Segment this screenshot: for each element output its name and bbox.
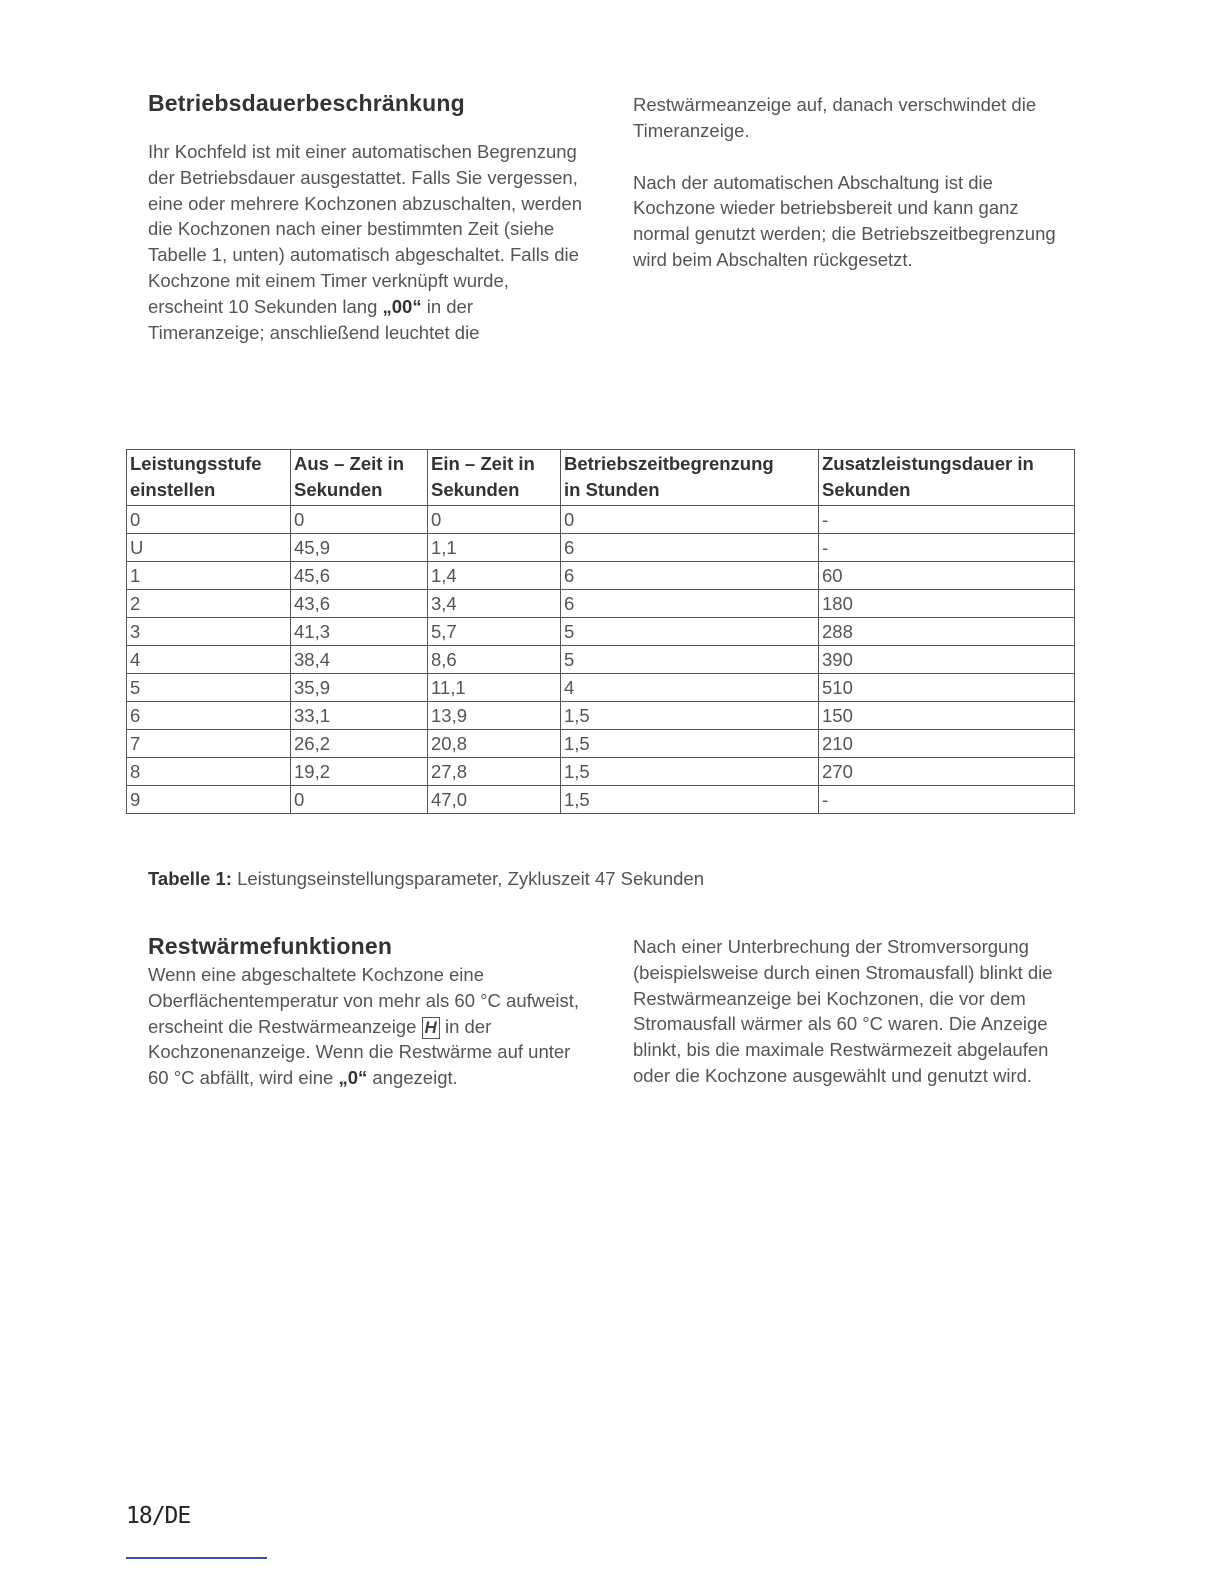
caption-text: Leistungseinstellungsparameter, Zykluszeit 47 Sekunden [231,868,704,889]
table-row [127,646,1075,674]
section-residual-heat-right [633,934,1073,1089]
caption-label: Tabelle 1: [148,868,232,889]
table-caption [148,868,704,890]
paragraph [148,962,593,1091]
table-row [127,506,1075,534]
text-run: angezeigt. [367,1067,458,1089]
section-heading: Betriebsdauerbeschränkung [148,90,465,116]
table-body [127,506,1075,814]
column-header: Aus – Zeit in Sekunden [291,450,428,506]
table-cell: 5 [561,646,819,674]
table-cell: 270 [819,758,1075,786]
table-cell: 1,5 [561,730,819,758]
table-cell: 7 [127,730,291,758]
table-cell: 4 [127,646,291,674]
table-cell: 6 [127,702,291,730]
table-cell: 6 [561,590,819,618]
table-cell: 5,7 [428,618,561,646]
paragraph: Nach einer Unterbrechung der Stromversorgung (beispielsweise durch einen Stromausfall) blinkt die Restwärmeanzeige bei Kochzonen, die vor dem Stromausfall wärmer als 60 °C waren. Die Anzeige blinkt, bis die maximale Restwärmezeit abgelaufen oder die Kochzone ausgewählt und genutzt wird. [633,936,1053,1086]
table-cell: 3 [127,618,291,646]
paragraph: Restwärmeanzeige auf, danach verschwindet die Timeranzeige. [633,94,1037,141]
table-cell: - [819,534,1075,562]
table-cell: 0 [428,506,561,534]
table-cell: 20,8 [428,730,561,758]
table-header-row [127,450,1075,506]
section-residual-heat-left [148,933,593,1091]
table-cell: 210 [819,730,1075,758]
table-row [127,702,1075,730]
timer-display-value: „00“ [382,295,422,317]
table-cell: 5 [127,674,291,702]
table-cell: 4 [561,674,819,702]
table-cell: - [819,786,1075,814]
table-cell: 2 [127,590,291,618]
paragraph: Nach der automatischen Abschaltung ist die Kochzone wieder betriebsbereit und kann ganz normal genutzt werden; die Betriebszeitbegrenzung wird beim Abschalten rückgesetzt. [633,171,1056,270]
table-cell: - [819,506,1075,534]
table-cell: 1 [127,562,291,590]
table-row [127,758,1075,786]
table-row [127,562,1075,590]
table-cell: 8,6 [428,646,561,674]
table-cell: 27,8 [428,758,561,786]
section-heading: Restwärmefunktionen [148,933,393,959]
residual-heat-h-icon: H [422,1017,440,1039]
table-cell: 0 [561,506,819,534]
section-operating-time-left [148,90,588,345]
table-cell: 510 [819,674,1075,702]
table-cell: 1,5 [561,702,819,730]
text-run: Wenn eine abgeschaltete Kochzone eine Oberflächentemperatur von mehr als 60 °C aufweist, erscheint die Restwärmeanzeige [148,964,580,1037]
table-cell: 45,9 [291,534,428,562]
table-cell: 38,4 [291,646,428,674]
text-run: Ihr Kochfeld ist mit einer automatischen Begrenzung der Betriebsdauer ausgestattet. Falls Sie vergessen, eine oder mehrere Kochzonen abzuschalten, werden die Kochzonen nach einer bestimmten Zeit (siehe Tabelle 1, unten) automatisch abgeschaltet. Falls die Kochzone mit einem Timer verknüpft wurde, erscheint 10 Sekunden lang [148,141,583,317]
table-row [127,730,1075,758]
table-row [127,618,1075,646]
table-cell: 35,9 [291,674,428,702]
table-cell: 1,1 [428,534,561,562]
table-cell: 1,4 [428,562,561,590]
display-zero-value: „0“ [338,1067,368,1089]
table-cell: 180 [819,590,1075,618]
column-header: Betriebszeitbegrenzung in Stunden [561,450,819,506]
section-operating-time-right [633,92,1073,273]
table-cell: 60 [819,562,1075,590]
table-cell: 45,6 [291,562,428,590]
table-cell: 0 [127,506,291,534]
table-cell: 11,1 [428,674,561,702]
paragraph [148,139,588,345]
table-cell: 13,9 [428,702,561,730]
table-row [127,674,1075,702]
table-cell: 41,3 [291,618,428,646]
table-cell: 3,4 [428,590,561,618]
table-cell: 19,2 [291,758,428,786]
table-cell: 6 [561,562,819,590]
table-row [127,590,1075,618]
column-header: Ein – Zeit in Sekunden [428,450,561,506]
table-cell: 8 [127,758,291,786]
table-cell: 6 [561,534,819,562]
table-cell: 5 [561,618,819,646]
table-cell: 9 [127,786,291,814]
table-cell: 26,2 [291,730,428,758]
table-cell: 1,5 [561,758,819,786]
text-run: in der Kochzonenanzeige. Wenn die Restwärme auf unter 60 °C abfällt, wird eine [148,1015,571,1089]
table-cell: 288 [819,618,1075,646]
column-header: Leistungsstufe einstellen [127,450,291,506]
table-row [127,786,1075,814]
table-cell: 390 [819,646,1075,674]
table-cell: 33,1 [291,702,428,730]
table-cell: 47,0 [428,786,561,814]
column-header: Zusatzleistungsdauer in Sekunden [819,450,1075,506]
table-cell: U [127,534,291,562]
table-cell: 150 [819,702,1075,730]
footer-rule [126,1557,267,1559]
page-number: 18/DE [126,1503,191,1529]
table-cell: 43,6 [291,590,428,618]
table-cell: 1,5 [561,786,819,814]
text-run: in der Timeranzeige; anschließend leuchtet die [148,295,480,343]
table-cell: 0 [291,506,428,534]
table-cell: 0 [291,786,428,814]
parameters-table [126,449,1075,814]
table-row [127,534,1075,562]
